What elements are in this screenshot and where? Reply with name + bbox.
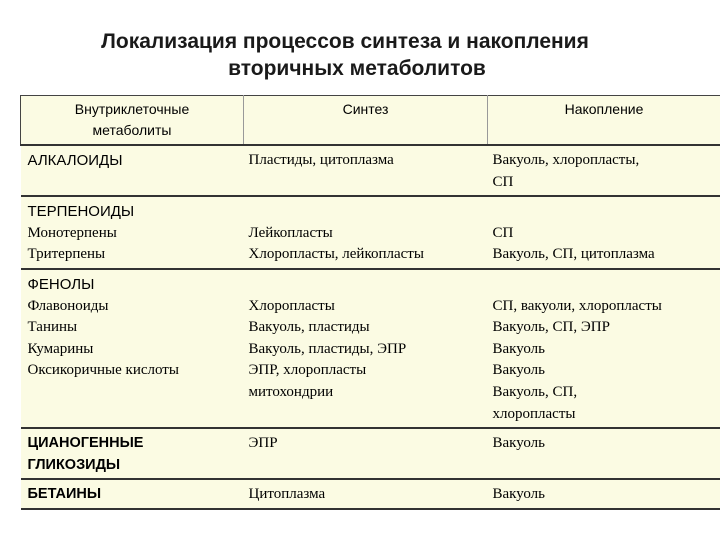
header-synthesis: Синтез bbox=[244, 96, 488, 146]
table-row bbox=[21, 269, 720, 428]
cell-accumulation: СП, вакуоли, хлоропласты Вакуоль, СП, ЭПР Вакуоль Вакуоль Вакуоль, СП, хлоропласты bbox=[488, 269, 720, 428]
table-header-row bbox=[21, 96, 720, 146]
cell-synthesis: Лейкопласты Хлоропласты, лейкопласты bbox=[244, 196, 488, 269]
title-line-2: вторичных метаболитов bbox=[228, 57, 486, 80]
title-line-1: Локализация процессов синтеза и накопления bbox=[101, 30, 589, 53]
metabolites-table bbox=[20, 95, 720, 510]
cell-synthesis: Цитоплазма bbox=[244, 479, 488, 509]
cell-accumulation: Вакуоль, хлоропласты, СП bbox=[488, 145, 720, 196]
header-accumulation: Накопление bbox=[488, 96, 720, 146]
cell-accumulation: СП Вакуоль, СП, цитоплазма bbox=[488, 196, 720, 269]
cell-metabolite: ТЕРПЕНОИДЫ Монотерпены Тритерпены bbox=[21, 196, 244, 269]
cell-metabolite: ФЕНОЛЫ Флавоноиды Танины Кумарины Оксикоричные кислоты bbox=[21, 269, 244, 428]
table-row bbox=[21, 428, 720, 479]
table-row bbox=[21, 145, 720, 196]
table-row bbox=[21, 479, 720, 509]
table-row bbox=[21, 196, 720, 269]
cell-synthesis: Хлоропласты Вакуоль, пластиды Вакуоль, пластиды, ЭПР ЭПР, хлоропласты митохондрии bbox=[244, 269, 488, 428]
cell-synthesis: Пластиды, цитоплазма bbox=[244, 145, 488, 196]
page-title bbox=[0, 28, 720, 82]
cell-metabolite: АЛКАЛОИДЫ bbox=[21, 145, 244, 196]
cell-accumulation: Вакуоль bbox=[488, 428, 720, 479]
cell-metabolite: БЕТАИНЫ bbox=[21, 479, 244, 509]
cell-accumulation: Вакуоль bbox=[488, 479, 720, 509]
header-metabolites: Внутриклеточные метаболиты bbox=[21, 96, 244, 146]
cell-synthesis: ЭПР bbox=[244, 428, 488, 479]
cell-metabolite: ЦИАНОГЕННЫЕ ГЛИКОЗИДЫ bbox=[21, 428, 244, 479]
